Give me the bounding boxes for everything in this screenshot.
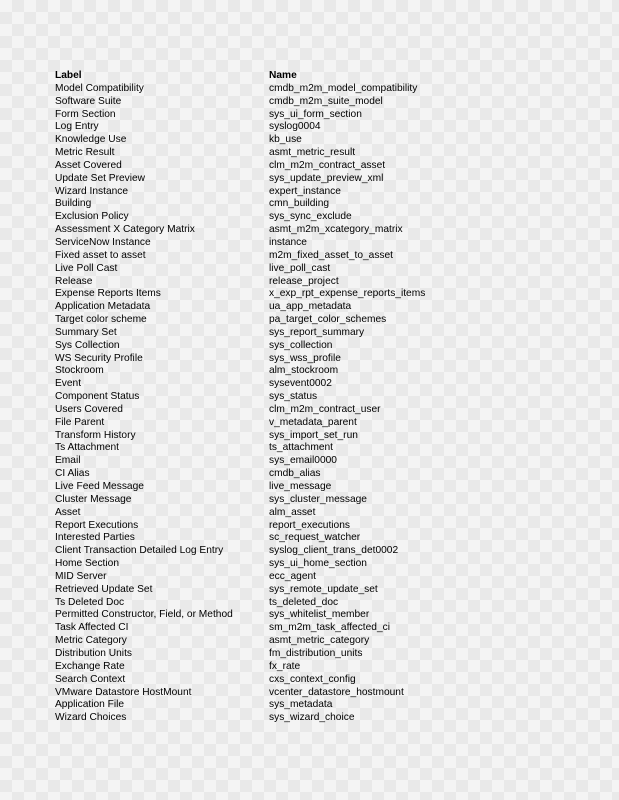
name-cell: instance — [269, 236, 307, 248]
table-row — [55, 237, 469, 250]
label-cell: Assessment X Category Matrix — [55, 224, 195, 236]
label-cell: Ts Deleted Doc — [55, 596, 125, 608]
label-cell: Application File — [55, 699, 125, 711]
label-cell: Expense Reports Items — [55, 288, 161, 300]
table-row — [55, 404, 469, 417]
table-row — [55, 147, 469, 160]
label-cell: Wizard Instance — [55, 185, 129, 197]
label-cell: Release — [55, 275, 93, 287]
table-row — [55, 96, 469, 109]
label-cell: Client Transaction Detailed Log Entry — [55, 545, 224, 557]
label-cell: Live Poll Cast — [55, 262, 118, 274]
name-cell: asmt_metric_category — [269, 635, 370, 647]
name-cell: ua_app_metadata — [269, 301, 352, 313]
name-cell: sys_sync_exclude — [269, 211, 352, 223]
name-cell: cmdb_m2m_suite_model — [269, 95, 383, 107]
label-cell: ServiceNow Instance — [55, 236, 151, 248]
label-cell: VMware Datastore HostMount — [55, 686, 192, 698]
name-cell: sys_metadata — [269, 699, 333, 711]
label-cell: Fixed asset to asset — [55, 249, 146, 261]
table-row — [55, 622, 469, 635]
table-row — [55, 609, 469, 622]
label-cell: Sys Collection — [55, 339, 120, 351]
name-cell: syslog0004 — [269, 121, 321, 133]
table-row — [55, 635, 469, 648]
table-row — [55, 378, 469, 391]
label-cell: Stockroom — [55, 365, 104, 377]
name-cell: x_exp_rpt_expense_reports_items — [269, 288, 426, 300]
name-cell: sys_collection — [269, 339, 333, 351]
label-cell: MID Server — [55, 570, 107, 582]
label-cell: Cluster Message — [55, 493, 132, 505]
label-cell: Metric Result — [55, 147, 115, 159]
label-cell: CI Alias — [55, 468, 90, 480]
name-cell: expert_instance — [269, 185, 341, 197]
table-row — [55, 520, 469, 533]
label-name-table — [55, 70, 469, 725]
name-cell: sys_whitelist_member — [269, 609, 370, 621]
table-row — [55, 597, 469, 610]
label-cell: Target color scheme — [55, 314, 147, 326]
table-row — [55, 584, 469, 597]
table-row — [55, 365, 469, 378]
name-cell: sys_wizard_choice — [269, 712, 355, 724]
name-cell: v_metadata_parent — [269, 416, 357, 428]
table-row — [55, 263, 469, 276]
table-row — [55, 173, 469, 186]
name-cell: cmdb_alias — [269, 468, 321, 480]
name-cell: sys_ui_home_section — [269, 558, 367, 570]
table-row — [55, 661, 469, 674]
table-row — [55, 417, 469, 430]
table-row — [55, 134, 469, 147]
table-row — [55, 532, 469, 545]
label-cell: Event — [55, 378, 82, 390]
name-cell: cmdb_m2m_model_compatibility — [269, 82, 418, 94]
name-cell: sys_report_summary — [269, 326, 365, 338]
name-cell: asmt_metric_result — [269, 147, 356, 159]
label-cell: Exclusion Policy — [55, 211, 129, 223]
name-cell: sys_cluster_message — [269, 493, 367, 505]
table-row — [55, 327, 469, 340]
label-cell: Home Section — [55, 558, 119, 570]
table-row — [55, 340, 469, 353]
label-cell: Interested Parties — [55, 532, 135, 544]
label-cell: Permitted Constructor, Field, or Method — [55, 609, 233, 621]
name-cell: live_poll_cast — [269, 262, 331, 274]
name-cell: sys_ui_form_section — [269, 108, 362, 120]
label-cell: Search Context — [55, 673, 126, 685]
table-row — [55, 545, 469, 558]
name-cell: ecc_agent — [269, 570, 317, 582]
label-cell: Live Feed Message — [55, 481, 144, 492]
label-cell: Email — [55, 455, 81, 467]
name-cell: cmn_building — [269, 198, 330, 210]
name-cell: sys_import_set_run — [269, 429, 358, 441]
label-cell: Component Status — [55, 391, 140, 403]
label-column-header: Label — [55, 70, 82, 81]
label-cell: Software Suite — [55, 95, 122, 107]
table-row — [55, 276, 469, 289]
table-header-row — [55, 70, 469, 83]
label-cell: Log Entry — [55, 121, 99, 133]
name-cell: sc_request_watcher — [269, 532, 361, 544]
label-cell: Task Affected CI — [55, 622, 129, 634]
table-row — [55, 224, 469, 237]
name-cell: sys_remote_update_set — [269, 583, 378, 595]
table-row — [55, 250, 469, 263]
label-cell: Wizard Choices — [55, 712, 127, 724]
label-cell: Transform History — [55, 429, 136, 441]
name-cell: sys_email0000 — [269, 455, 337, 467]
name-cell: vcenter_datastore_hostmount — [269, 686, 404, 698]
table-body — [55, 83, 469, 725]
table-row — [55, 83, 469, 96]
label-cell: Report Executions — [55, 519, 139, 531]
name-column-header: Name — [269, 70, 297, 81]
table-row — [55, 353, 469, 366]
name-cell: live_message — [269, 481, 332, 492]
name-cell: asmt_m2m_xcategory_matrix — [269, 224, 403, 236]
label-cell: File Parent — [55, 416, 105, 428]
table-row — [55, 211, 469, 224]
label-cell: Model Compatibility — [55, 82, 144, 94]
table-row — [55, 481, 469, 494]
table-row — [55, 558, 469, 571]
name-cell: sm_m2m_task_affected_ci — [269, 622, 390, 634]
table-row — [55, 314, 469, 327]
label-cell: Exchange Rate — [55, 660, 125, 672]
label-cell: Knowledge Use — [55, 134, 127, 146]
name-cell: cxs_context_config — [269, 673, 356, 685]
table-row — [55, 301, 469, 314]
name-cell: sysevent0002 — [269, 378, 332, 390]
table-row — [55, 687, 469, 700]
name-cell: m2m_fixed_asset_to_asset — [269, 249, 394, 261]
table-row — [55, 455, 469, 468]
name-cell: ts_attachment — [269, 442, 333, 454]
table-row — [55, 674, 469, 687]
table-row — [55, 160, 469, 173]
label-cell: WS Security Profile — [55, 352, 143, 364]
table-row — [55, 571, 469, 584]
name-cell: sys_update_preview_xml — [269, 172, 384, 184]
name-cell: clm_m2m_contract_user — [269, 403, 381, 415]
table-row — [55, 494, 469, 507]
name-cell: alm_asset — [269, 506, 316, 518]
label-cell: Building — [55, 198, 92, 210]
table-row — [55, 442, 469, 455]
label-cell: Form Section — [55, 108, 116, 120]
label-cell: Users Covered — [55, 403, 123, 415]
name-cell: clm_m2m_contract_asset — [269, 159, 386, 171]
name-cell: fm_distribution_units — [269, 647, 363, 659]
name-cell: fx_rate — [269, 660, 301, 672]
table-row — [55, 648, 469, 661]
label-cell: Distribution Units — [55, 647, 132, 659]
table-row — [55, 699, 469, 712]
label-cell: Asset — [55, 506, 81, 518]
name-cell: syslog_client_trans_det0002 — [269, 545, 399, 557]
table-row — [55, 430, 469, 443]
name-cell: report_executions — [269, 519, 350, 531]
name-cell: release_project — [269, 275, 339, 287]
label-cell: Application Metadata — [55, 301, 151, 313]
name-cell: kb_use — [269, 134, 302, 146]
table-row — [55, 391, 469, 404]
table-row — [55, 712, 469, 725]
table-row — [55, 468, 469, 481]
table-row — [55, 186, 469, 199]
name-cell: pa_target_color_schemes — [269, 314, 387, 326]
name-cell: ts_deleted_doc — [269, 596, 339, 608]
table-row — [55, 121, 469, 134]
table-row — [55, 109, 469, 122]
name-cell: sys_status — [269, 391, 318, 403]
table-row — [55, 507, 469, 520]
label-cell: Update Set Preview — [55, 172, 146, 184]
label-cell: Ts Attachment — [55, 442, 119, 454]
name-cell: sys_wss_profile — [269, 352, 341, 364]
label-cell: Summary Set — [55, 326, 117, 338]
label-cell: Metric Category — [55, 635, 127, 647]
table-row — [55, 288, 469, 301]
label-cell: Retrieved Update Set — [55, 583, 153, 595]
label-cell: Asset Covered — [55, 159, 122, 171]
name-cell: alm_stockroom — [269, 365, 339, 377]
table-row — [55, 198, 469, 211]
